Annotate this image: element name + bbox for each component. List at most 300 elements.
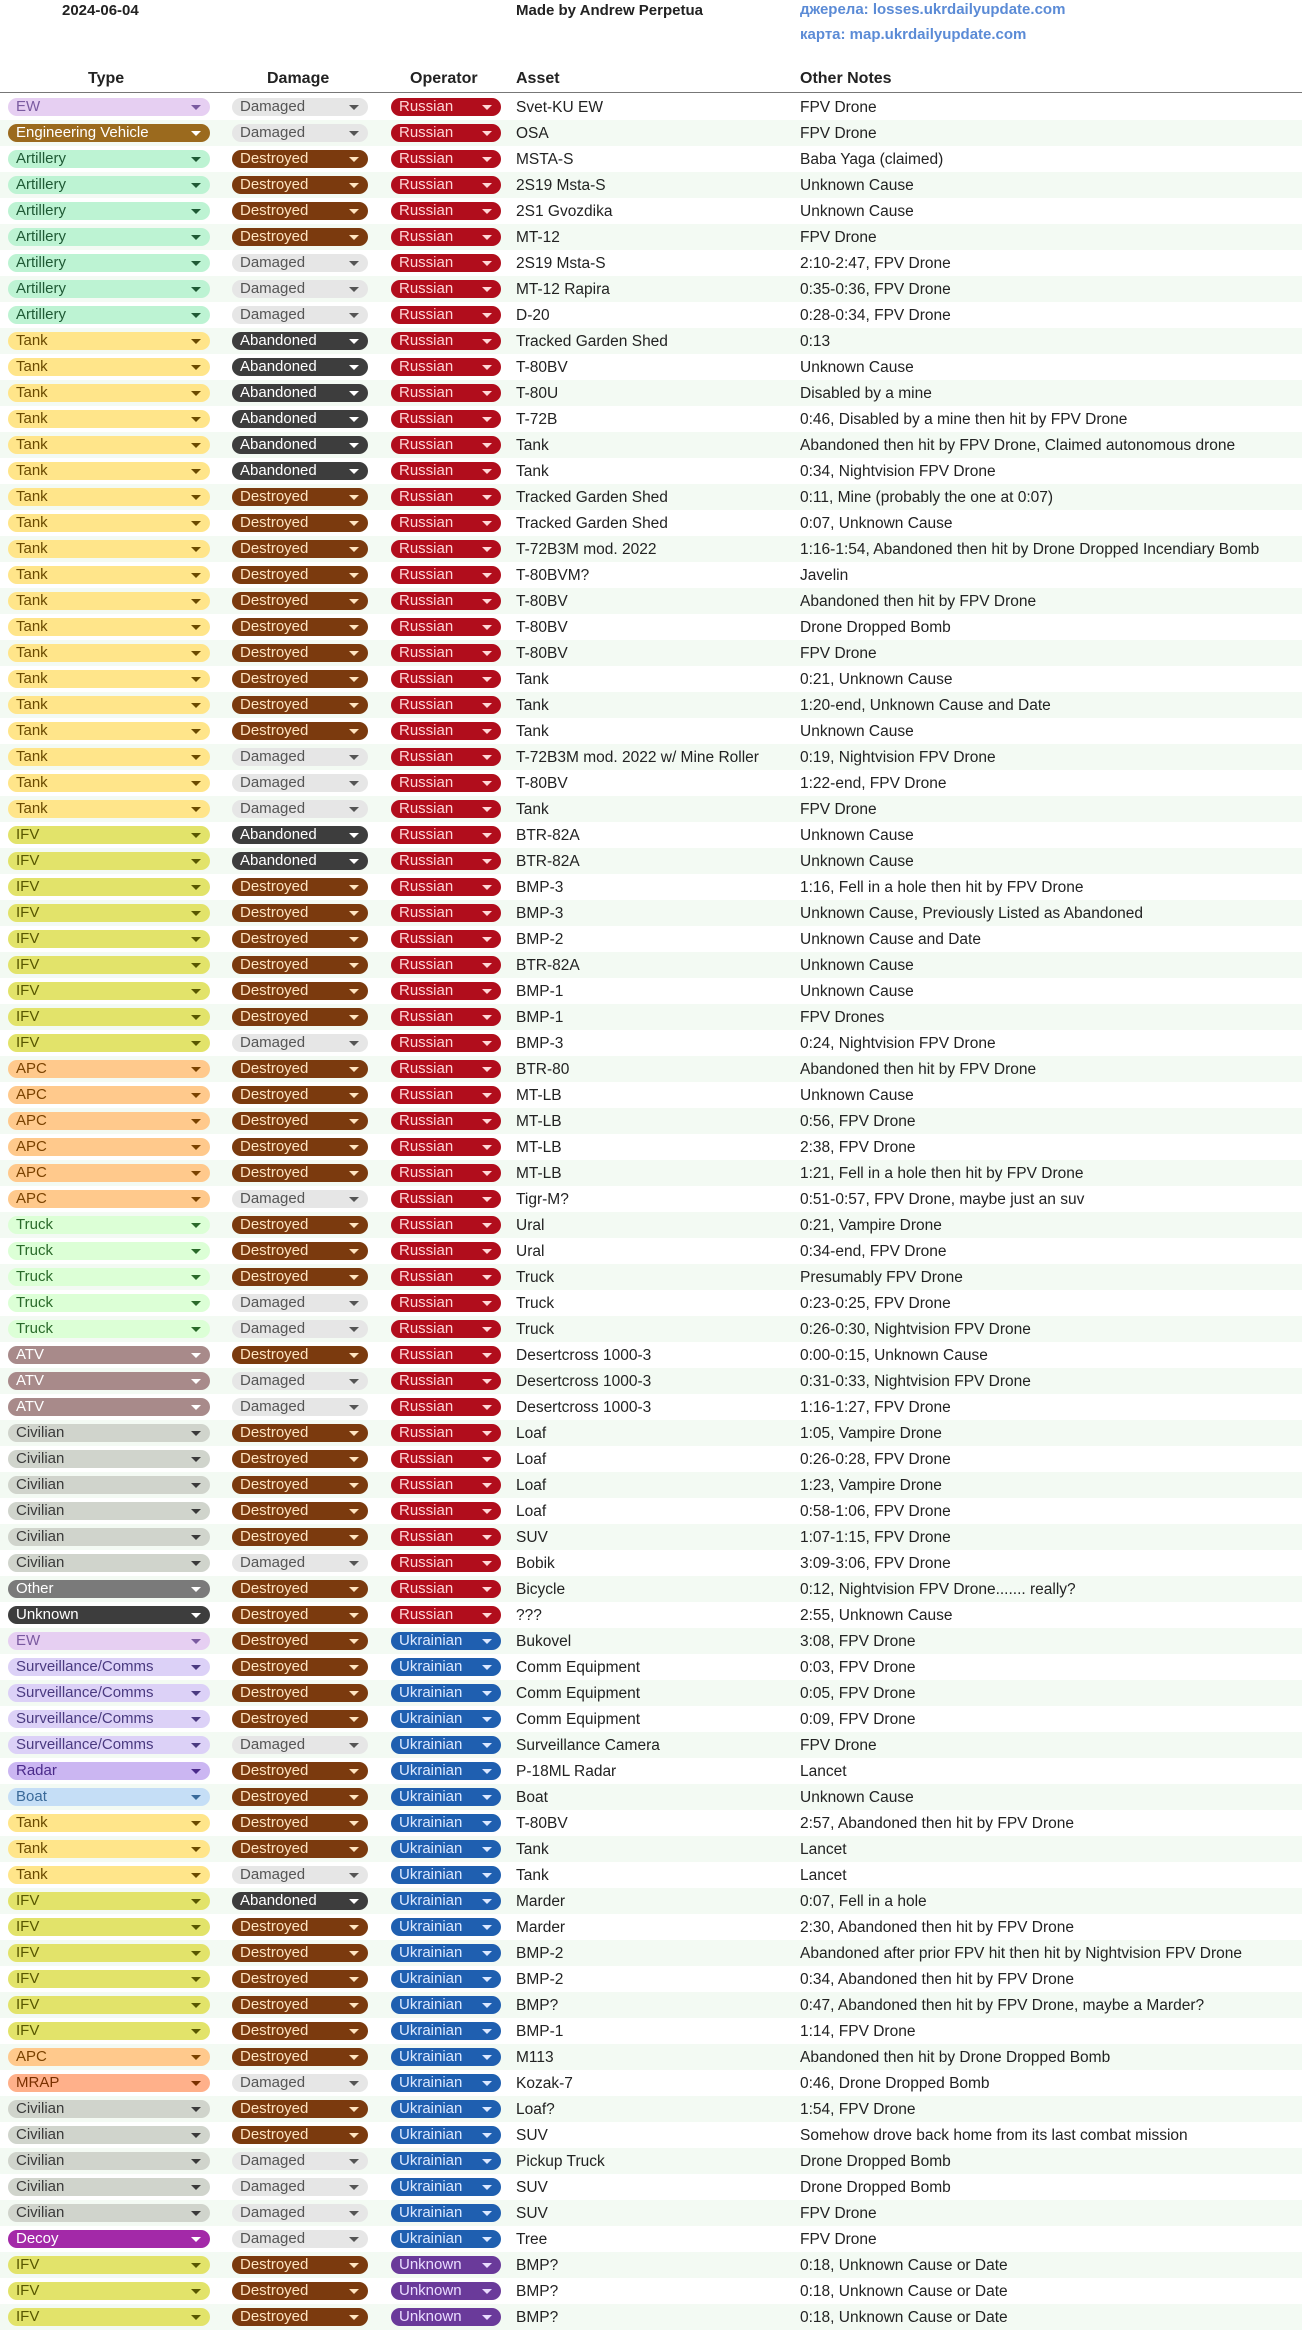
dropdown-arrow-icon[interactable] xyxy=(191,417,201,422)
notes-cell[interactable]: Lancet xyxy=(800,1841,847,1858)
type-dropdown[interactable] xyxy=(8,514,210,532)
operator-dropdown[interactable] xyxy=(391,1424,501,1442)
damage-dropdown[interactable] xyxy=(232,540,368,558)
type-dropdown[interactable] xyxy=(8,1320,210,1338)
dropdown-arrow-icon[interactable] xyxy=(482,1561,492,1566)
type-dropdown[interactable] xyxy=(8,436,210,454)
type-dropdown[interactable] xyxy=(8,1112,210,1130)
operator-dropdown[interactable] xyxy=(391,1008,501,1026)
notes-cell[interactable]: FPV Drone xyxy=(800,1737,877,1754)
dropdown-arrow-icon[interactable] xyxy=(482,157,492,162)
operator-dropdown[interactable] xyxy=(391,878,501,896)
notes-cell[interactable]: 0:46, Drone Dropped Bomb xyxy=(800,2075,990,2092)
damage-dropdown[interactable] xyxy=(232,2230,368,2248)
notes-cell[interactable]: Unknown Cause xyxy=(800,359,914,376)
asset-cell[interactable]: BMP? xyxy=(516,2257,559,2274)
dropdown-arrow-icon[interactable] xyxy=(191,521,201,526)
type-dropdown[interactable] xyxy=(8,462,210,480)
asset-cell[interactable]: Ural xyxy=(516,1217,545,1234)
dropdown-arrow-icon[interactable] xyxy=(349,495,359,500)
dropdown-arrow-icon[interactable] xyxy=(482,417,492,422)
operator-dropdown[interactable] xyxy=(391,1164,501,1182)
damage-dropdown[interactable] xyxy=(232,1840,368,1858)
dropdown-arrow-icon[interactable] xyxy=(482,1665,492,1670)
type-dropdown[interactable] xyxy=(8,982,210,1000)
dropdown-arrow-icon[interactable] xyxy=(191,1873,201,1878)
dropdown-arrow-icon[interactable] xyxy=(482,313,492,318)
dropdown-arrow-icon[interactable] xyxy=(191,2159,201,2164)
dropdown-arrow-icon[interactable] xyxy=(349,2185,359,2190)
operator-dropdown[interactable] xyxy=(391,176,501,194)
notes-cell[interactable]: Baba Yaga (claimed) xyxy=(800,151,944,168)
asset-cell[interactable]: Tigr-M? xyxy=(516,1191,569,1208)
operator-dropdown[interactable] xyxy=(391,2230,501,2248)
notes-cell[interactable]: Drone Dropped Bomb xyxy=(800,2179,951,2196)
dropdown-arrow-icon[interactable] xyxy=(349,989,359,994)
damage-dropdown[interactable] xyxy=(232,280,368,298)
type-dropdown[interactable] xyxy=(8,1086,210,1104)
asset-cell[interactable]: SUV xyxy=(516,1529,548,1546)
dropdown-arrow-icon[interactable] xyxy=(349,287,359,292)
damage-dropdown[interactable] xyxy=(232,2074,368,2092)
dropdown-arrow-icon[interactable] xyxy=(482,1925,492,1930)
operator-dropdown[interactable] xyxy=(391,2022,501,2040)
operator-dropdown[interactable] xyxy=(391,826,501,844)
asset-cell[interactable]: Desertcross 1000-3 xyxy=(516,1373,652,1390)
dropdown-arrow-icon[interactable] xyxy=(191,911,201,916)
damage-dropdown[interactable] xyxy=(232,2048,368,2066)
dropdown-arrow-icon[interactable] xyxy=(349,1379,359,1384)
notes-cell[interactable]: Abandoned then hit by FPV Drone, Claimed autonomous drone xyxy=(800,437,1236,454)
notes-cell[interactable]: 2:55, Unknown Cause xyxy=(800,1607,953,1624)
asset-cell[interactable]: P-18ML Radar xyxy=(516,1763,617,1780)
dropdown-arrow-icon[interactable] xyxy=(349,963,359,968)
notes-cell[interactable]: Unknown Cause xyxy=(800,203,914,220)
operator-dropdown[interactable] xyxy=(391,1918,501,1936)
asset-cell[interactable]: BMP? xyxy=(516,2283,559,2300)
dropdown-arrow-icon[interactable] xyxy=(482,1743,492,1748)
asset-cell[interactable]: Bukovel xyxy=(516,1633,572,1650)
operator-dropdown[interactable] xyxy=(391,1840,501,1858)
dropdown-arrow-icon[interactable] xyxy=(482,1067,492,1072)
dropdown-arrow-icon[interactable] xyxy=(349,859,359,864)
column-header-asset[interactable]: Asset xyxy=(516,70,560,87)
operator-dropdown[interactable] xyxy=(391,2100,501,2118)
damage-dropdown[interactable] xyxy=(232,254,368,272)
dropdown-arrow-icon[interactable] xyxy=(482,1977,492,1982)
dropdown-arrow-icon[interactable] xyxy=(191,755,201,760)
dropdown-arrow-icon[interactable] xyxy=(349,2003,359,2008)
notes-cell[interactable]: Abandoned then hit by FPV Drone xyxy=(800,1061,1037,1078)
asset-cell[interactable]: Loaf? xyxy=(516,2101,555,2118)
damage-dropdown[interactable] xyxy=(232,1138,368,1156)
dropdown-arrow-icon[interactable] xyxy=(482,625,492,630)
asset-cell[interactable]: ??? xyxy=(516,1607,542,1624)
dropdown-arrow-icon[interactable] xyxy=(482,443,492,448)
type-dropdown[interactable] xyxy=(8,930,210,948)
dropdown-arrow-icon[interactable] xyxy=(191,391,201,396)
operator-dropdown[interactable] xyxy=(391,358,501,376)
operator-dropdown[interactable] xyxy=(391,1554,501,1572)
asset-cell[interactable]: D-20 xyxy=(516,307,550,324)
operator-dropdown[interactable] xyxy=(391,1294,501,1312)
notes-cell[interactable]: 0:09, FPV Drone xyxy=(800,1711,916,1728)
dropdown-arrow-icon[interactable] xyxy=(349,235,359,240)
operator-dropdown[interactable] xyxy=(391,618,501,636)
dropdown-arrow-icon[interactable] xyxy=(482,235,492,240)
asset-cell[interactable]: Truck xyxy=(516,1295,555,1312)
operator-dropdown[interactable] xyxy=(391,1736,501,1754)
asset-cell[interactable]: Tank xyxy=(516,437,549,454)
asset-cell[interactable]: Truck xyxy=(516,1321,555,1338)
dropdown-arrow-icon[interactable] xyxy=(349,1873,359,1878)
dropdown-arrow-icon[interactable] xyxy=(349,1925,359,1930)
notes-cell[interactable]: 0:23-0:25, FPV Drone xyxy=(800,1295,951,1312)
asset-cell[interactable]: MSTA-S xyxy=(516,151,574,168)
operator-dropdown[interactable] xyxy=(391,1372,501,1390)
notes-cell[interactable]: 0:56, FPV Drone xyxy=(800,1113,916,1130)
dropdown-arrow-icon[interactable] xyxy=(191,1431,201,1436)
notes-cell[interactable]: 1:16-1:27, FPV Drone xyxy=(800,1399,951,1416)
operator-dropdown[interactable] xyxy=(391,670,501,688)
type-dropdown[interactable] xyxy=(8,1788,210,1806)
asset-cell[interactable]: T-80BV xyxy=(516,1815,568,1832)
dropdown-arrow-icon[interactable] xyxy=(349,1951,359,1956)
type-dropdown[interactable] xyxy=(8,592,210,610)
dropdown-arrow-icon[interactable] xyxy=(191,1977,201,1982)
operator-dropdown[interactable] xyxy=(391,1476,501,1494)
operator-dropdown[interactable] xyxy=(391,1580,501,1598)
dropdown-arrow-icon[interactable] xyxy=(349,1405,359,1410)
notes-cell[interactable]: 1:21, Fell in a hole then hit by FPV Drone xyxy=(800,1165,1084,1182)
damage-dropdown[interactable] xyxy=(232,1112,368,1130)
type-dropdown[interactable] xyxy=(8,384,210,402)
operator-dropdown[interactable] xyxy=(391,1268,501,1286)
asset-cell[interactable]: BMP-1 xyxy=(516,1009,564,1026)
damage-dropdown[interactable] xyxy=(232,1710,368,1728)
operator-dropdown[interactable] xyxy=(391,2204,501,2222)
dropdown-arrow-icon[interactable] xyxy=(482,339,492,344)
damage-dropdown[interactable] xyxy=(232,1398,368,1416)
dropdown-arrow-icon[interactable] xyxy=(482,1847,492,1852)
damage-dropdown[interactable] xyxy=(232,800,368,818)
operator-dropdown[interactable] xyxy=(391,436,501,454)
dropdown-arrow-icon[interactable] xyxy=(482,1613,492,1618)
dropdown-arrow-icon[interactable] xyxy=(482,469,492,474)
dropdown-arrow-icon[interactable] xyxy=(349,2107,359,2112)
dropdown-arrow-icon[interactable] xyxy=(349,209,359,214)
dropdown-arrow-icon[interactable] xyxy=(349,339,359,344)
damage-dropdown[interactable] xyxy=(232,1684,368,1702)
operator-dropdown[interactable] xyxy=(391,1684,501,1702)
type-dropdown[interactable] xyxy=(8,1840,210,1858)
type-dropdown[interactable] xyxy=(8,1736,210,1754)
dropdown-arrow-icon[interactable] xyxy=(349,2081,359,2086)
dropdown-arrow-icon[interactable] xyxy=(482,755,492,760)
notes-cell[interactable]: FPV Drone xyxy=(800,645,877,662)
dropdown-arrow-icon[interactable] xyxy=(191,963,201,968)
damage-dropdown[interactable] xyxy=(232,1528,368,1546)
dropdown-arrow-icon[interactable] xyxy=(349,1171,359,1176)
asset-cell[interactable]: SUV xyxy=(516,2127,548,2144)
dropdown-arrow-icon[interactable] xyxy=(349,1769,359,1774)
type-dropdown[interactable] xyxy=(8,1008,210,1026)
damage-dropdown[interactable] xyxy=(232,358,368,376)
asset-cell[interactable]: BMP-2 xyxy=(516,1971,564,1988)
dropdown-arrow-icon[interactable] xyxy=(482,1353,492,1358)
dropdown-arrow-icon[interactable] xyxy=(191,1379,201,1384)
dropdown-arrow-icon[interactable] xyxy=(349,651,359,656)
asset-cell[interactable]: Loaf xyxy=(516,1451,547,1468)
operator-dropdown[interactable] xyxy=(391,1138,501,1156)
type-dropdown[interactable] xyxy=(8,228,210,246)
dropdown-arrow-icon[interactable] xyxy=(482,1379,492,1384)
dropdown-arrow-icon[interactable] xyxy=(482,2133,492,2138)
damage-dropdown[interactable] xyxy=(232,1372,368,1390)
type-dropdown[interactable] xyxy=(8,1580,210,1598)
asset-cell[interactable]: Tank xyxy=(516,671,549,688)
type-dropdown[interactable] xyxy=(8,1866,210,1884)
dropdown-arrow-icon[interactable] xyxy=(482,1041,492,1046)
damage-dropdown[interactable] xyxy=(232,1762,368,1780)
notes-cell[interactable]: 0:18, Unknown Cause or Date xyxy=(800,2283,1008,2300)
asset-cell[interactable]: Loaf xyxy=(516,1425,547,1442)
operator-dropdown[interactable] xyxy=(391,1632,501,1650)
dropdown-arrow-icon[interactable] xyxy=(349,755,359,760)
type-dropdown[interactable] xyxy=(8,1190,210,1208)
damage-dropdown[interactable] xyxy=(232,1918,368,1936)
dropdown-arrow-icon[interactable] xyxy=(482,729,492,734)
dropdown-arrow-icon[interactable] xyxy=(482,1951,492,1956)
dropdown-arrow-icon[interactable] xyxy=(482,2315,492,2320)
dropdown-arrow-icon[interactable] xyxy=(482,911,492,916)
type-dropdown[interactable] xyxy=(8,488,210,506)
notes-cell[interactable]: 0:28-0:34, FPV Drone xyxy=(800,307,951,324)
asset-cell[interactable]: MT-12 xyxy=(516,229,560,246)
damage-dropdown[interactable] xyxy=(232,956,368,974)
dropdown-arrow-icon[interactable] xyxy=(349,1717,359,1722)
dropdown-arrow-icon[interactable] xyxy=(482,651,492,656)
operator-dropdown[interactable] xyxy=(391,202,501,220)
type-dropdown[interactable] xyxy=(8,1034,210,1052)
notes-cell[interactable]: Unknown Cause and Date xyxy=(800,931,981,948)
dropdown-arrow-icon[interactable] xyxy=(191,1327,201,1332)
operator-dropdown[interactable] xyxy=(391,1086,501,1104)
type-dropdown[interactable] xyxy=(8,696,210,714)
asset-cell[interactable]: Tree xyxy=(516,2231,548,2248)
operator-dropdown[interactable] xyxy=(391,748,501,766)
damage-dropdown[interactable] xyxy=(232,592,368,610)
dropdown-arrow-icon[interactable] xyxy=(349,573,359,578)
operator-dropdown[interactable] xyxy=(391,1866,501,1884)
dropdown-arrow-icon[interactable] xyxy=(482,547,492,552)
asset-cell[interactable]: 2S19 Msta-S xyxy=(516,177,606,194)
dropdown-arrow-icon[interactable] xyxy=(191,1535,201,1540)
operator-dropdown[interactable] xyxy=(391,722,501,740)
asset-cell[interactable]: Truck xyxy=(516,1269,555,1286)
type-dropdown[interactable] xyxy=(8,2230,210,2248)
dropdown-arrow-icon[interactable] xyxy=(349,2237,359,2242)
notes-cell[interactable]: Somehow drove back home from its last combat mission xyxy=(800,2127,1188,2144)
type-dropdown[interactable] xyxy=(8,2178,210,2196)
type-dropdown[interactable] xyxy=(8,2282,210,2300)
dropdown-arrow-icon[interactable] xyxy=(191,2029,201,2034)
dropdown-arrow-icon[interactable] xyxy=(191,729,201,734)
type-dropdown[interactable] xyxy=(8,1242,210,1260)
type-dropdown[interactable] xyxy=(8,176,210,194)
dropdown-arrow-icon[interactable] xyxy=(349,2315,359,2320)
type-dropdown[interactable] xyxy=(8,150,210,168)
dropdown-arrow-icon[interactable] xyxy=(482,2159,492,2164)
damage-dropdown[interactable] xyxy=(232,1736,368,1754)
dropdown-arrow-icon[interactable] xyxy=(482,2055,492,2060)
asset-cell[interactable]: SUV xyxy=(516,2205,548,2222)
asset-cell[interactable]: BMP-2 xyxy=(516,1945,564,1962)
dropdown-arrow-icon[interactable] xyxy=(349,2289,359,2294)
dropdown-arrow-icon[interactable] xyxy=(482,287,492,292)
damage-dropdown[interactable] xyxy=(232,878,368,896)
damage-dropdown[interactable] xyxy=(232,1996,368,2014)
dropdown-arrow-icon[interactable] xyxy=(191,2003,201,2008)
dropdown-arrow-icon[interactable] xyxy=(349,1639,359,1644)
dropdown-arrow-icon[interactable] xyxy=(349,2211,359,2216)
asset-cell[interactable]: OSA xyxy=(516,125,549,142)
damage-dropdown[interactable] xyxy=(232,176,368,194)
type-dropdown[interactable] xyxy=(8,1346,210,1364)
dropdown-arrow-icon[interactable] xyxy=(482,1145,492,1150)
damage-dropdown[interactable] xyxy=(232,1658,368,1676)
asset-cell[interactable]: T-72B3M mod. 2022 w/ Mine Roller xyxy=(516,749,759,766)
operator-dropdown[interactable] xyxy=(391,2178,501,2196)
dropdown-arrow-icon[interactable] xyxy=(482,495,492,500)
type-dropdown[interactable] xyxy=(8,1944,210,1962)
operator-dropdown[interactable] xyxy=(391,1970,501,1988)
operator-dropdown[interactable] xyxy=(391,1190,501,1208)
dropdown-arrow-icon[interactable] xyxy=(191,1119,201,1124)
dropdown-arrow-icon[interactable] xyxy=(191,2107,201,2112)
damage-dropdown[interactable] xyxy=(232,1294,368,1312)
dropdown-arrow-icon[interactable] xyxy=(349,1249,359,1254)
dropdown-arrow-icon[interactable] xyxy=(191,209,201,214)
damage-dropdown[interactable] xyxy=(232,228,368,246)
dropdown-arrow-icon[interactable] xyxy=(349,1587,359,1592)
asset-cell[interactable]: T-80BVM? xyxy=(516,567,590,584)
type-dropdown[interactable] xyxy=(8,2100,210,2118)
operator-dropdown[interactable] xyxy=(391,1502,501,1520)
damage-dropdown[interactable] xyxy=(232,1320,368,1338)
damage-dropdown[interactable] xyxy=(232,1008,368,1026)
dropdown-arrow-icon[interactable] xyxy=(349,781,359,786)
dropdown-arrow-icon[interactable] xyxy=(191,1145,201,1150)
dropdown-arrow-icon[interactable] xyxy=(191,1405,201,1410)
dropdown-arrow-icon[interactable] xyxy=(482,2107,492,2112)
dropdown-arrow-icon[interactable] xyxy=(191,1483,201,1488)
dropdown-arrow-icon[interactable] xyxy=(482,2029,492,2034)
type-dropdown[interactable] xyxy=(8,1164,210,1182)
dropdown-arrow-icon[interactable] xyxy=(482,807,492,812)
type-dropdown[interactable] xyxy=(8,2126,210,2144)
notes-cell[interactable]: Unknown Cause xyxy=(800,1087,914,1104)
dropdown-arrow-icon[interactable] xyxy=(191,261,201,266)
asset-cell[interactable]: Marder xyxy=(516,1919,566,1936)
dropdown-arrow-icon[interactable] xyxy=(482,1483,492,1488)
notes-cell[interactable]: 0:34, Nightvision FPV Drone xyxy=(800,463,996,480)
dropdown-arrow-icon[interactable] xyxy=(191,1353,201,1358)
dropdown-arrow-icon[interactable] xyxy=(191,703,201,708)
damage-dropdown[interactable] xyxy=(232,1164,368,1182)
asset-cell[interactable]: Desertcross 1000-3 xyxy=(516,1399,652,1416)
damage-dropdown[interactable] xyxy=(232,852,368,870)
type-dropdown[interactable] xyxy=(8,280,210,298)
asset-cell[interactable]: T-80BV xyxy=(516,775,568,792)
dropdown-arrow-icon[interactable] xyxy=(482,105,492,110)
dropdown-arrow-icon[interactable] xyxy=(482,1873,492,1878)
type-dropdown[interactable] xyxy=(8,410,210,428)
type-dropdown[interactable] xyxy=(8,2308,210,2326)
dropdown-arrow-icon[interactable] xyxy=(482,2289,492,2294)
dropdown-arrow-icon[interactable] xyxy=(191,105,201,110)
damage-dropdown[interactable] xyxy=(232,1216,368,1234)
operator-dropdown[interactable] xyxy=(391,1996,501,2014)
notes-cell[interactable]: 0:34, Abandoned then hit by FPV Drone xyxy=(800,1971,1075,1988)
dropdown-arrow-icon[interactable] xyxy=(191,833,201,838)
dropdown-arrow-icon[interactable] xyxy=(349,521,359,526)
damage-dropdown[interactable] xyxy=(232,722,368,740)
asset-cell[interactable]: Boat xyxy=(516,1789,548,1806)
operator-dropdown[interactable] xyxy=(391,1944,501,1962)
type-dropdown[interactable] xyxy=(8,1268,210,1286)
type-dropdown[interactable] xyxy=(8,1814,210,1832)
dropdown-arrow-icon[interactable] xyxy=(349,2159,359,2164)
notes-cell[interactable]: 0:21, Vampire Drone xyxy=(800,1217,942,1234)
column-header-type[interactable]: Type xyxy=(88,70,125,87)
type-dropdown[interactable] xyxy=(8,1060,210,1078)
damage-dropdown[interactable] xyxy=(232,124,368,142)
dropdown-arrow-icon[interactable] xyxy=(349,157,359,162)
dropdown-arrow-icon[interactable] xyxy=(349,1899,359,1904)
dropdown-arrow-icon[interactable] xyxy=(191,469,201,474)
dropdown-arrow-icon[interactable] xyxy=(191,1223,201,1228)
dropdown-arrow-icon[interactable] xyxy=(482,1223,492,1228)
operator-dropdown[interactable] xyxy=(391,2282,501,2300)
dropdown-arrow-icon[interactable] xyxy=(482,1639,492,1644)
dropdown-arrow-icon[interactable] xyxy=(349,1561,359,1566)
dropdown-arrow-icon[interactable] xyxy=(349,417,359,422)
notes-cell[interactable]: Unknown Cause xyxy=(800,1789,914,1806)
damage-dropdown[interactable] xyxy=(232,384,368,402)
dropdown-arrow-icon[interactable] xyxy=(191,1821,201,1826)
dropdown-arrow-icon[interactable] xyxy=(191,1015,201,1020)
asset-cell[interactable]: MT-12 Rapira xyxy=(516,281,610,298)
dropdown-arrow-icon[interactable] xyxy=(482,937,492,942)
notes-cell[interactable]: 0:58-1:06, FPV Drone xyxy=(800,1503,951,1520)
dropdown-arrow-icon[interactable] xyxy=(482,2081,492,2086)
operator-dropdown[interactable] xyxy=(391,1216,501,1234)
damage-dropdown[interactable] xyxy=(232,98,368,116)
damage-dropdown[interactable] xyxy=(232,1580,368,1598)
dropdown-arrow-icon[interactable] xyxy=(482,885,492,890)
dropdown-arrow-icon[interactable] xyxy=(349,1613,359,1618)
dropdown-arrow-icon[interactable] xyxy=(349,1691,359,1696)
asset-cell[interactable]: BTR-82A xyxy=(516,853,580,870)
damage-dropdown[interactable] xyxy=(232,1892,368,1910)
dropdown-arrow-icon[interactable] xyxy=(191,1951,201,1956)
asset-cell[interactable]: Tank xyxy=(516,463,549,480)
dropdown-arrow-icon[interactable] xyxy=(482,521,492,526)
operator-dropdown[interactable] xyxy=(391,1710,501,1728)
asset-cell[interactable]: BTR-82A xyxy=(516,957,580,974)
dropdown-arrow-icon[interactable] xyxy=(482,1899,492,1904)
